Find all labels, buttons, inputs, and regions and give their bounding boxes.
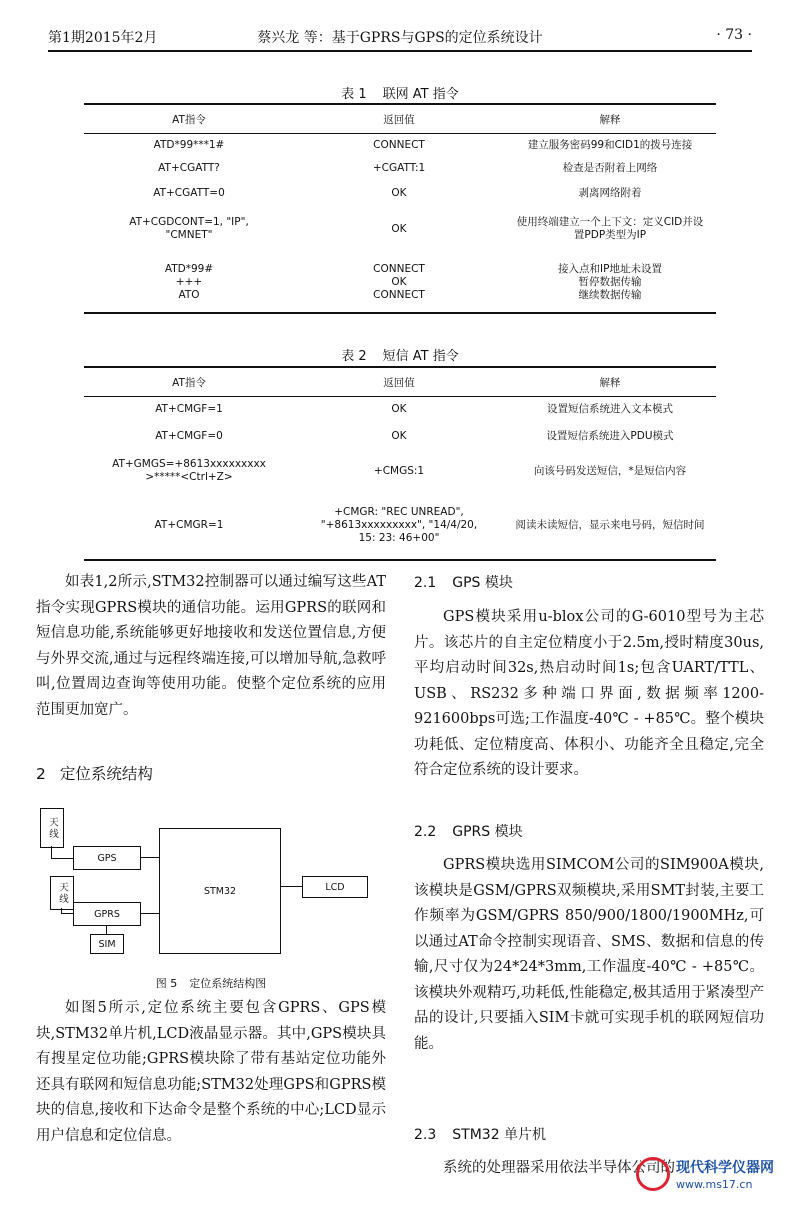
sim-box — [90, 934, 124, 954]
table2-title: 短信 AT 指令 — [382, 349, 459, 364]
table-cell: +CMGR: "REC UNREAD", "+8613xxxxxxxxx", "14/4/20, 15: 23: 46+00" — [294, 491, 504, 560]
table-cell: 阅读未读短信，显示来电号码，短信时间 — [504, 491, 716, 560]
table2-caption — [0, 345, 800, 364]
table-cell: CONNECT OK CONNECT — [294, 252, 504, 313]
table-row — [84, 252, 716, 313]
table1-label: 表 1 — [341, 87, 367, 102]
table-header-row — [84, 367, 716, 397]
stm32-box — [159, 828, 281, 954]
journal-issue: 第1期2015年2月 — [48, 30, 158, 46]
antenna-1-label: 天线 — [47, 816, 58, 840]
table-cell: ATD*99# +++ ATO — [84, 252, 294, 313]
table-cell: 检查是否附着上网络 — [562, 162, 658, 174]
section-number: 2 — [36, 765, 46, 783]
connector — [51, 858, 74, 859]
table-row — [84, 397, 716, 423]
antenna-2-label: 天线 — [57, 881, 68, 905]
watermark-logo-icon — [636, 1157, 670, 1191]
section-title: GPRS 模块 — [452, 824, 523, 840]
gprs-label: GPRS — [94, 908, 120, 920]
table-cell: AT+CMGF=0 — [155, 430, 223, 442]
table-row — [84, 422, 716, 451]
table-cell: 设置短信系统进入文本模式 — [547, 403, 673, 415]
connector — [140, 913, 159, 914]
table-cell: OK — [391, 403, 407, 415]
table2-label: 表 2 — [341, 349, 367, 364]
stm32-label: STM32 — [203, 885, 237, 897]
watermark — [636, 1151, 786, 1201]
table-header-row — [84, 104, 716, 134]
table-cell: 剥离网络附着 — [578, 186, 642, 199]
connector — [140, 857, 159, 858]
table-row — [84, 206, 716, 252]
left-paragraph-1 — [36, 570, 386, 723]
column-header: 返回值 — [294, 367, 504, 397]
paragraph-text: GPRS模块选用SIMCOM公司的SIM900A模块,该模块是GSM/GPRS双频模块,采用SMT封装,主要工作频率为GSM/GPRS 850/900/1800/1900MHz,可以通过AT命令控制实现语音、SMS、数据和信息的传输,尺寸仅为24*24*3mm,工作温度-40℃ - +85℃。该模块外观精巧,功耗低,性能稳定,极其适用于紧凑型产品的设计,只要插入SIM卡就可实现手机的联网短信功能。 — [414, 857, 764, 1052]
figure-5-diagram — [36, 798, 388, 966]
figure-number: 图 5 — [155, 977, 178, 990]
section-title: STM32 单片机 — [452, 1127, 547, 1143]
table-row — [84, 157, 716, 180]
table-cell: 接入点和IP地址未设置 暂停数据传输 继续数据传输 — [504, 252, 716, 313]
connector — [106, 925, 107, 934]
column-header: AT指令 — [84, 104, 294, 134]
section-title: 定位系统结构 — [59, 765, 153, 783]
table-cell: OK — [391, 222, 407, 235]
gps-box — [73, 846, 141, 870]
table-cell: 使用终端建立一个上下文：定义CID并设 置PDP类型为IP — [516, 216, 704, 241]
table-cell: 设置短信系统进入PDU模式 — [546, 430, 674, 442]
lcd-box — [302, 876, 368, 898]
table-row — [84, 491, 716, 560]
table-row — [84, 451, 716, 491]
section-2-heading — [36, 762, 153, 784]
page-number: · 73 · — [716, 27, 752, 43]
section-number: 2.3 — [414, 1127, 437, 1143]
table-cell: AT+GMGS=+8613xxxxxxxxx >*****<Ctrl+Z> — [112, 458, 266, 483]
paragraph-text: 如图5所示,定位系统主要包含GPRS、GPS模块,STM32单片机,LCD液晶显示器。其中,GPS模块具有搜星定位功能;GPRS模块除了带有基站定位功能外还具有联网和短信息功能;STM32处理GPS和GPRS模块的信息,接收和下达命令是整个系统的中心;LCD显示用户信息和定位信息。 — [36, 1000, 386, 1144]
column-header: 返回值 — [294, 104, 504, 134]
figure-caption-text: 定位系统结构图 — [189, 977, 267, 990]
table-cell: 向该号码发送短信，*是短信内容 — [533, 464, 687, 477]
table-cell: AT+CGATT=0 — [153, 186, 225, 199]
table-cell: OK — [391, 430, 407, 442]
connector — [280, 886, 302, 887]
table-cell: +CMGS:1 — [373, 464, 425, 477]
section-title: GPS 模块 — [452, 575, 513, 591]
gps-module-paragraph — [414, 605, 764, 784]
table-cell: AT+CGDCONT=1, "IP", "CMNET" — [129, 216, 249, 241]
table-cell: +CGATT:1 — [372, 162, 426, 174]
table-cell: AT+CGATT? — [158, 162, 220, 174]
figure-5-caption — [36, 975, 386, 991]
section-number: 2.1 — [414, 575, 437, 591]
gprs-box — [73, 902, 141, 926]
paragraph-text: GPS模块采用u-blox公司的G-6010型号为主芯片。该芯片的自主定位精度小于2.5m,授时精度30us,平均启动时间32s,热启动时间1s;包含UART/TTL、USB、RS232多种端口界面,数据频率1200-921600bps可选;工作温度-40℃ - +85℃。整个模块功耗低、定位精度高、体积小、功能齐全且稳定,完全符合定位系统的设计要求。 — [414, 609, 764, 778]
table-cell: AT+CMGF=1 — [155, 403, 223, 415]
running-header — [48, 27, 752, 49]
antenna-2-box — [50, 876, 74, 910]
table-row — [84, 180, 716, 206]
column-header: AT指令 — [84, 367, 294, 397]
section-number: 2.2 — [414, 824, 437, 840]
section-2-3-heading — [414, 1124, 546, 1144]
table-cell: AT+CMGR=1 — [84, 491, 294, 560]
left-paragraph-2 — [36, 996, 386, 1149]
watermark-url: www.ms17.cn — [676, 1178, 753, 1191]
table-cell: 建立服务密码99和CID1的拨号连接 — [527, 139, 693, 151]
table1 — [84, 103, 716, 314]
table-cell: CONNECT — [373, 139, 425, 151]
antenna-1-box — [40, 808, 64, 848]
table-row — [84, 134, 716, 158]
table-cell: OK — [391, 186, 407, 199]
paragraph-text: 如表1,2所示,STM32控制器可以通过编写这些AT指令实现GPRS模块的通信功能。运用GPRS的联网和短信息功能,系统能够更好地接收和发送位置信息,方便与外界交流,通过与远程终端连接,可以增加导航,急救呼叫,位置周边查询等使用功能。使整个定位系统的应用范围更加宽广。 — [36, 574, 386, 718]
sim-label: SIM — [98, 938, 116, 950]
article-running-title: 蔡兴龙 等：基于GPRS与GPS的定位系统设计 — [257, 30, 543, 46]
table-cell: ATD*99***1# — [153, 139, 225, 151]
lcd-label: LCD — [325, 881, 345, 893]
table1-caption — [0, 83, 800, 102]
table1-title: 联网 AT 指令 — [382, 87, 459, 102]
section-2-1-heading — [414, 572, 513, 592]
column-header: 解释 — [504, 104, 716, 134]
column-header: 解释 — [504, 367, 716, 397]
table2 — [84, 366, 716, 561]
gps-label: GPS — [97, 852, 117, 864]
section-2-2-heading — [414, 821, 523, 841]
watermark-name: 现代科学仪器网 — [676, 1160, 774, 1176]
header-rule — [48, 50, 752, 52]
paragraph-text: 系统的处理器采用依法半导体公司的 — [443, 1160, 675, 1176]
gprs-module-paragraph — [414, 853, 764, 1057]
